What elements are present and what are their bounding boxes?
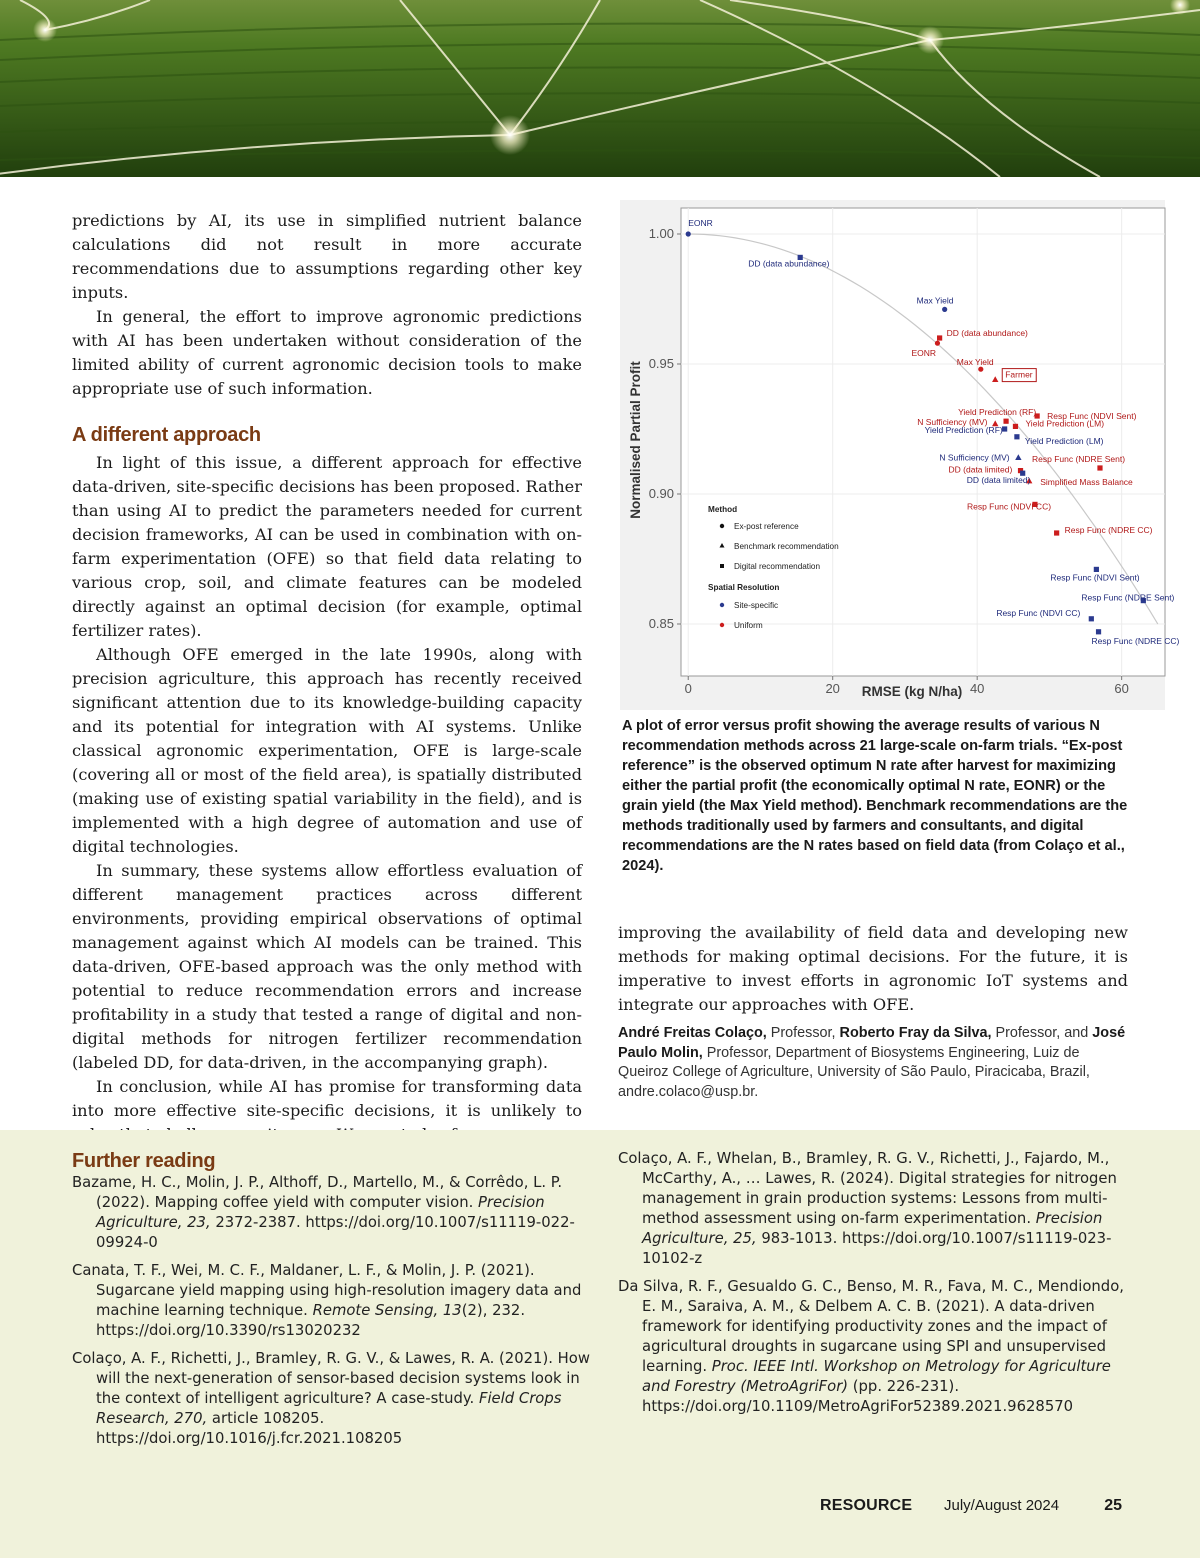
author-name: José Paulo Molin,	[618, 1025, 1126, 1061]
page-number: 25	[1104, 1497, 1122, 1514]
reference-item	[72, 1261, 592, 1341]
reference-journal: Field Crops Research, 270,	[96, 1390, 562, 1427]
data-label: Max Yield	[916, 295, 954, 306]
x-tick-label: 40	[969, 681, 985, 696]
author-role: Professor,	[766, 1025, 840, 1041]
paragraph: predictions by AI, its use in simplified nutrient balance calculations did not result in more accurate recommendations due to assumptions regarding other key inputs.	[72, 211, 582, 302]
author-role: Professor, and	[991, 1025, 1093, 1041]
legend-resolution-item: Site-specific	[734, 601, 779, 610]
further-reading-heading: Further reading	[72, 1150, 216, 1172]
legend-marker-circle	[720, 524, 724, 528]
legend-marker-square	[720, 564, 724, 568]
reference-text: Colaço, A. F., Richetti, J., Bramley, R. G. V., & Lawes, R. A. (2021). How will the next-generation of sensor-based decision systems look in the context of intelligent agriculture? A case-study.	[72, 1350, 590, 1407]
reference-text: Bazame, H. C., Molin, J. P., Althoff, D., Martello, M., & Corrêdo, L. P. (2022). Mapping coffee yield with computer vision.	[72, 1174, 563, 1211]
author-role: Professor, Department of Biosystems Engineering, Luiz de Queiroz College of Agriculture, University of São Paulo, Piracicaba, Brazil, andre.colaco@usp.br.	[618, 1044, 1090, 1100]
reference-details: article 108205. https://doi.org/10.1016/j.fcr.2021.108205	[96, 1410, 403, 1447]
magazine-name: RESOURCE	[820, 1497, 913, 1514]
data-label: Resp Func (NDVI CC)	[966, 501, 1052, 512]
data-label: EONR	[911, 348, 937, 359]
right-text-column	[618, 921, 1128, 1017]
data-point	[1054, 530, 1059, 535]
legend-method-item: Benchmark recommendation	[734, 542, 839, 551]
data-point	[686, 231, 691, 236]
reference-journal: Precision Agriculture, 23,	[96, 1194, 545, 1231]
paragraph: improving the availability of field data and developing new methods for making optimal decisions. For the future, it is imperative to invest efforts in agronomic IoT systems and integrate our approaches with OFE.	[618, 923, 1128, 1014]
data-label: DD (data limited)	[948, 464, 1013, 475]
y-tick-label: 0.90	[648, 486, 674, 501]
legend-method-item: Ex-post reference	[734, 522, 799, 531]
reference-text: Da Silva, R. F., Gesualdo G. C., Benso, M. R., Fava, M. C., Mendiondo, E. M., Saraiva, A. M., & Delbem A. C. B. (2021). A data-driven framework for identifying productivity zones and the impact of agricultural droughts in sugarcane using SPI and unsupervised learning.	[618, 1278, 1124, 1375]
data-point	[1094, 567, 1099, 572]
reference-text: Colaço, A. F., Whelan, B., Bramley, R. G. V., Richetti, J., Fajardo, M., McCarthy, A., … Lawes, R. (2024). Digital strategies for nitrogen management in grain production systems: Lessons from multi-method assessment using on-farm experimentation.	[618, 1150, 1117, 1227]
data-label: Resp Func (NDRE Sent)	[1031, 454, 1126, 464]
data-label: Farmer	[1005, 369, 1033, 380]
data-label: EONR	[688, 218, 713, 228]
data-point	[937, 335, 942, 340]
y-axis-label: Normalised Partial Profit	[628, 361, 643, 519]
x-tick-label: 0	[684, 681, 692, 696]
reference-details: (2), 232. https://doi.org/10.3390/rs13020232	[96, 1302, 526, 1339]
data-label: Resp Func (NDRE CC)	[1091, 635, 1180, 646]
reference-journal: Precision Agriculture, 25,	[642, 1210, 1103, 1247]
header-banner-image	[0, 0, 1200, 177]
reference-text: Canata, T. F., Wei, M. C. F., Maldaner, L. F., & Molin, J. P. (2021). Sugarcane yield mapping using high-resolution imagery data and machine learning technique.	[72, 1262, 582, 1319]
reference-details: (pp. 226-231). https://doi.org/10.1109/MetroAgriFor52389.2021.9628570	[642, 1378, 1074, 1415]
data-label: Resp Func (NDVI Sent)	[1050, 572, 1140, 583]
author-name: Roberto Fray da Silva,	[839, 1025, 992, 1041]
reference-details: 983-1013. https://doi.org/10.1007/s11119-023-10102-z	[642, 1230, 1112, 1267]
data-label: Resp Func (NDRE CC)	[1064, 525, 1153, 535]
references-right	[618, 1149, 1128, 1425]
data-label: Yield Prediction (LM)	[1024, 435, 1104, 446]
data-label: Resp Func (NDVI Sent)	[1047, 411, 1137, 421]
paragraph: In light of this issue, a different approach for effective data-driven, site-specific decisions has been proposed. Rather than using AI to predict the parameters needed for current decision frameworks, AI can be used in combination with on-farm experimentation (OFE) so that field data relating to various crop, soil, and climate features can be modeled directly against an optimal decision (for example, optimal fertilizer rates).	[72, 453, 582, 640]
scatter-chart	[620, 200, 1180, 710]
data-point	[935, 341, 940, 346]
reference-journal: Remote Sensing, 13	[312, 1302, 462, 1319]
data-point	[942, 307, 947, 312]
data-label: Max Yield	[956, 357, 994, 368]
reference-item	[72, 1349, 592, 1449]
data-label: Simplified Mass Balance	[1040, 477, 1133, 487]
data-point	[1089, 616, 1094, 621]
data-point	[978, 367, 983, 372]
data-label: N Sufficiency (MV)	[939, 452, 1010, 463]
x-axis-label: RMSE (kg N/ha)	[861, 684, 963, 699]
data-point	[1013, 424, 1018, 429]
paragraph: Although OFE emerged in the late 1990s, along with precision agriculture, this approach has recently received significant attention due to its knowledge-building capacity and its potential for integration with AI systems. Unlike classical agronomic experimentation, OFE is large-scale (covering all or most of the field area), is spatially distributed (making use of existing spatial variability in the field), and is implemented with a high degree of automation and use of digital technologies.	[72, 645, 582, 856]
data-label: Yield Prediction (RF)	[924, 425, 1003, 435]
references-left	[72, 1173, 592, 1457]
legend-resolution-title: Spatial Resolution	[708, 583, 780, 592]
issue-date: July/August 2024	[944, 1497, 1060, 1514]
legend-marker-site	[720, 603, 724, 607]
reference-journal: Proc. IEEE Intl. Workshop on Metrology for Agriculture and Forestry (MetroAgriFor)	[642, 1358, 1111, 1395]
reference-item	[72, 1173, 592, 1253]
legend-method-title: Method	[708, 505, 738, 514]
section-heading: A different approach	[72, 424, 261, 446]
reference-item	[618, 1149, 1128, 1269]
data-label: DD (data abundance)	[946, 328, 1028, 338]
data-label: Resp Func (NDRE Sent)	[1081, 592, 1175, 603]
reference-item	[618, 1277, 1128, 1417]
legend-marker-uniform	[720, 623, 724, 627]
paragraph: In conclusion, while AI has promise for transforming data into more effective site-specific decisions, it is unlikely to	[72, 1077, 582, 1120]
data-label: Resp Func (NDVI CC)	[996, 607, 1081, 618]
author-name: André Freitas Colaço,	[618, 1025, 767, 1041]
left-text-column	[72, 209, 582, 1147]
x-tick-label: 60	[1114, 681, 1129, 696]
author-bio	[618, 1024, 1128, 1102]
data-point	[1003, 419, 1008, 424]
data-label: DD (data limited)	[966, 475, 1031, 486]
y-tick-label: 1.00	[648, 226, 674, 241]
reference-details: 2372-2387. https://doi.org/10.1007/s11119-022-09924-0	[96, 1214, 575, 1251]
data-label: Yield Prediction (LM)	[1025, 418, 1105, 429]
y-tick-label: 0.85	[648, 616, 674, 631]
y-tick-label: 0.95	[648, 356, 674, 371]
data-point	[1096, 629, 1101, 634]
data-point	[1002, 426, 1007, 431]
legend-resolution-item: Uniform	[734, 621, 763, 630]
paragraph: In summary, these systems allow effortless evaluation of different management practices across different environments, providing empirical observations of optimal management against which AI models can be trained. This data-driven, OFE-based approach was the only method with potential to reduce recommendation errors and increase profitability in a study that tested a range of digital and non-digital methods for nitrogen fertilizer recommendation (labeled DD, for data-driven, in the accompanying graph).	[72, 861, 582, 1072]
figure-chart	[620, 200, 1180, 710]
field-network-illustration	[0, 0, 1200, 177]
figure-caption: A plot of error versus profit showing the average results of various N recommendation methods across 21 large-scale on-farm trials. “Ex-post reference” is the observed optimum N rate after harvest for maximizing either the partial profit (the economically optimal N rate, EONR) or the grain yield (the Max Yield method). Benchmark recommendations are the methods traditionally used by farmers and consultants, and digital recommendations are the N rates based on field data (from Colaço et al., 2024).	[622, 718, 1128, 874]
page-footer	[820, 1497, 1130, 1521]
data-point	[1014, 434, 1019, 439]
data-label: N Sufficiency (MV)	[917, 416, 988, 427]
legend-method-item: Digital recommendation	[734, 562, 821, 571]
data-point	[1097, 465, 1102, 470]
x-tick-label: 20	[825, 681, 840, 696]
data-label: Yield Prediction (RF)	[958, 407, 1037, 418]
paragraph: In general, the effort to improve agronomic predictions with AI has been undertaken without consideration of the limited ability of current agronomic decision tools to make appropriate use of such information.	[72, 307, 582, 398]
data-label: DD (data abundance)	[748, 258, 830, 269]
